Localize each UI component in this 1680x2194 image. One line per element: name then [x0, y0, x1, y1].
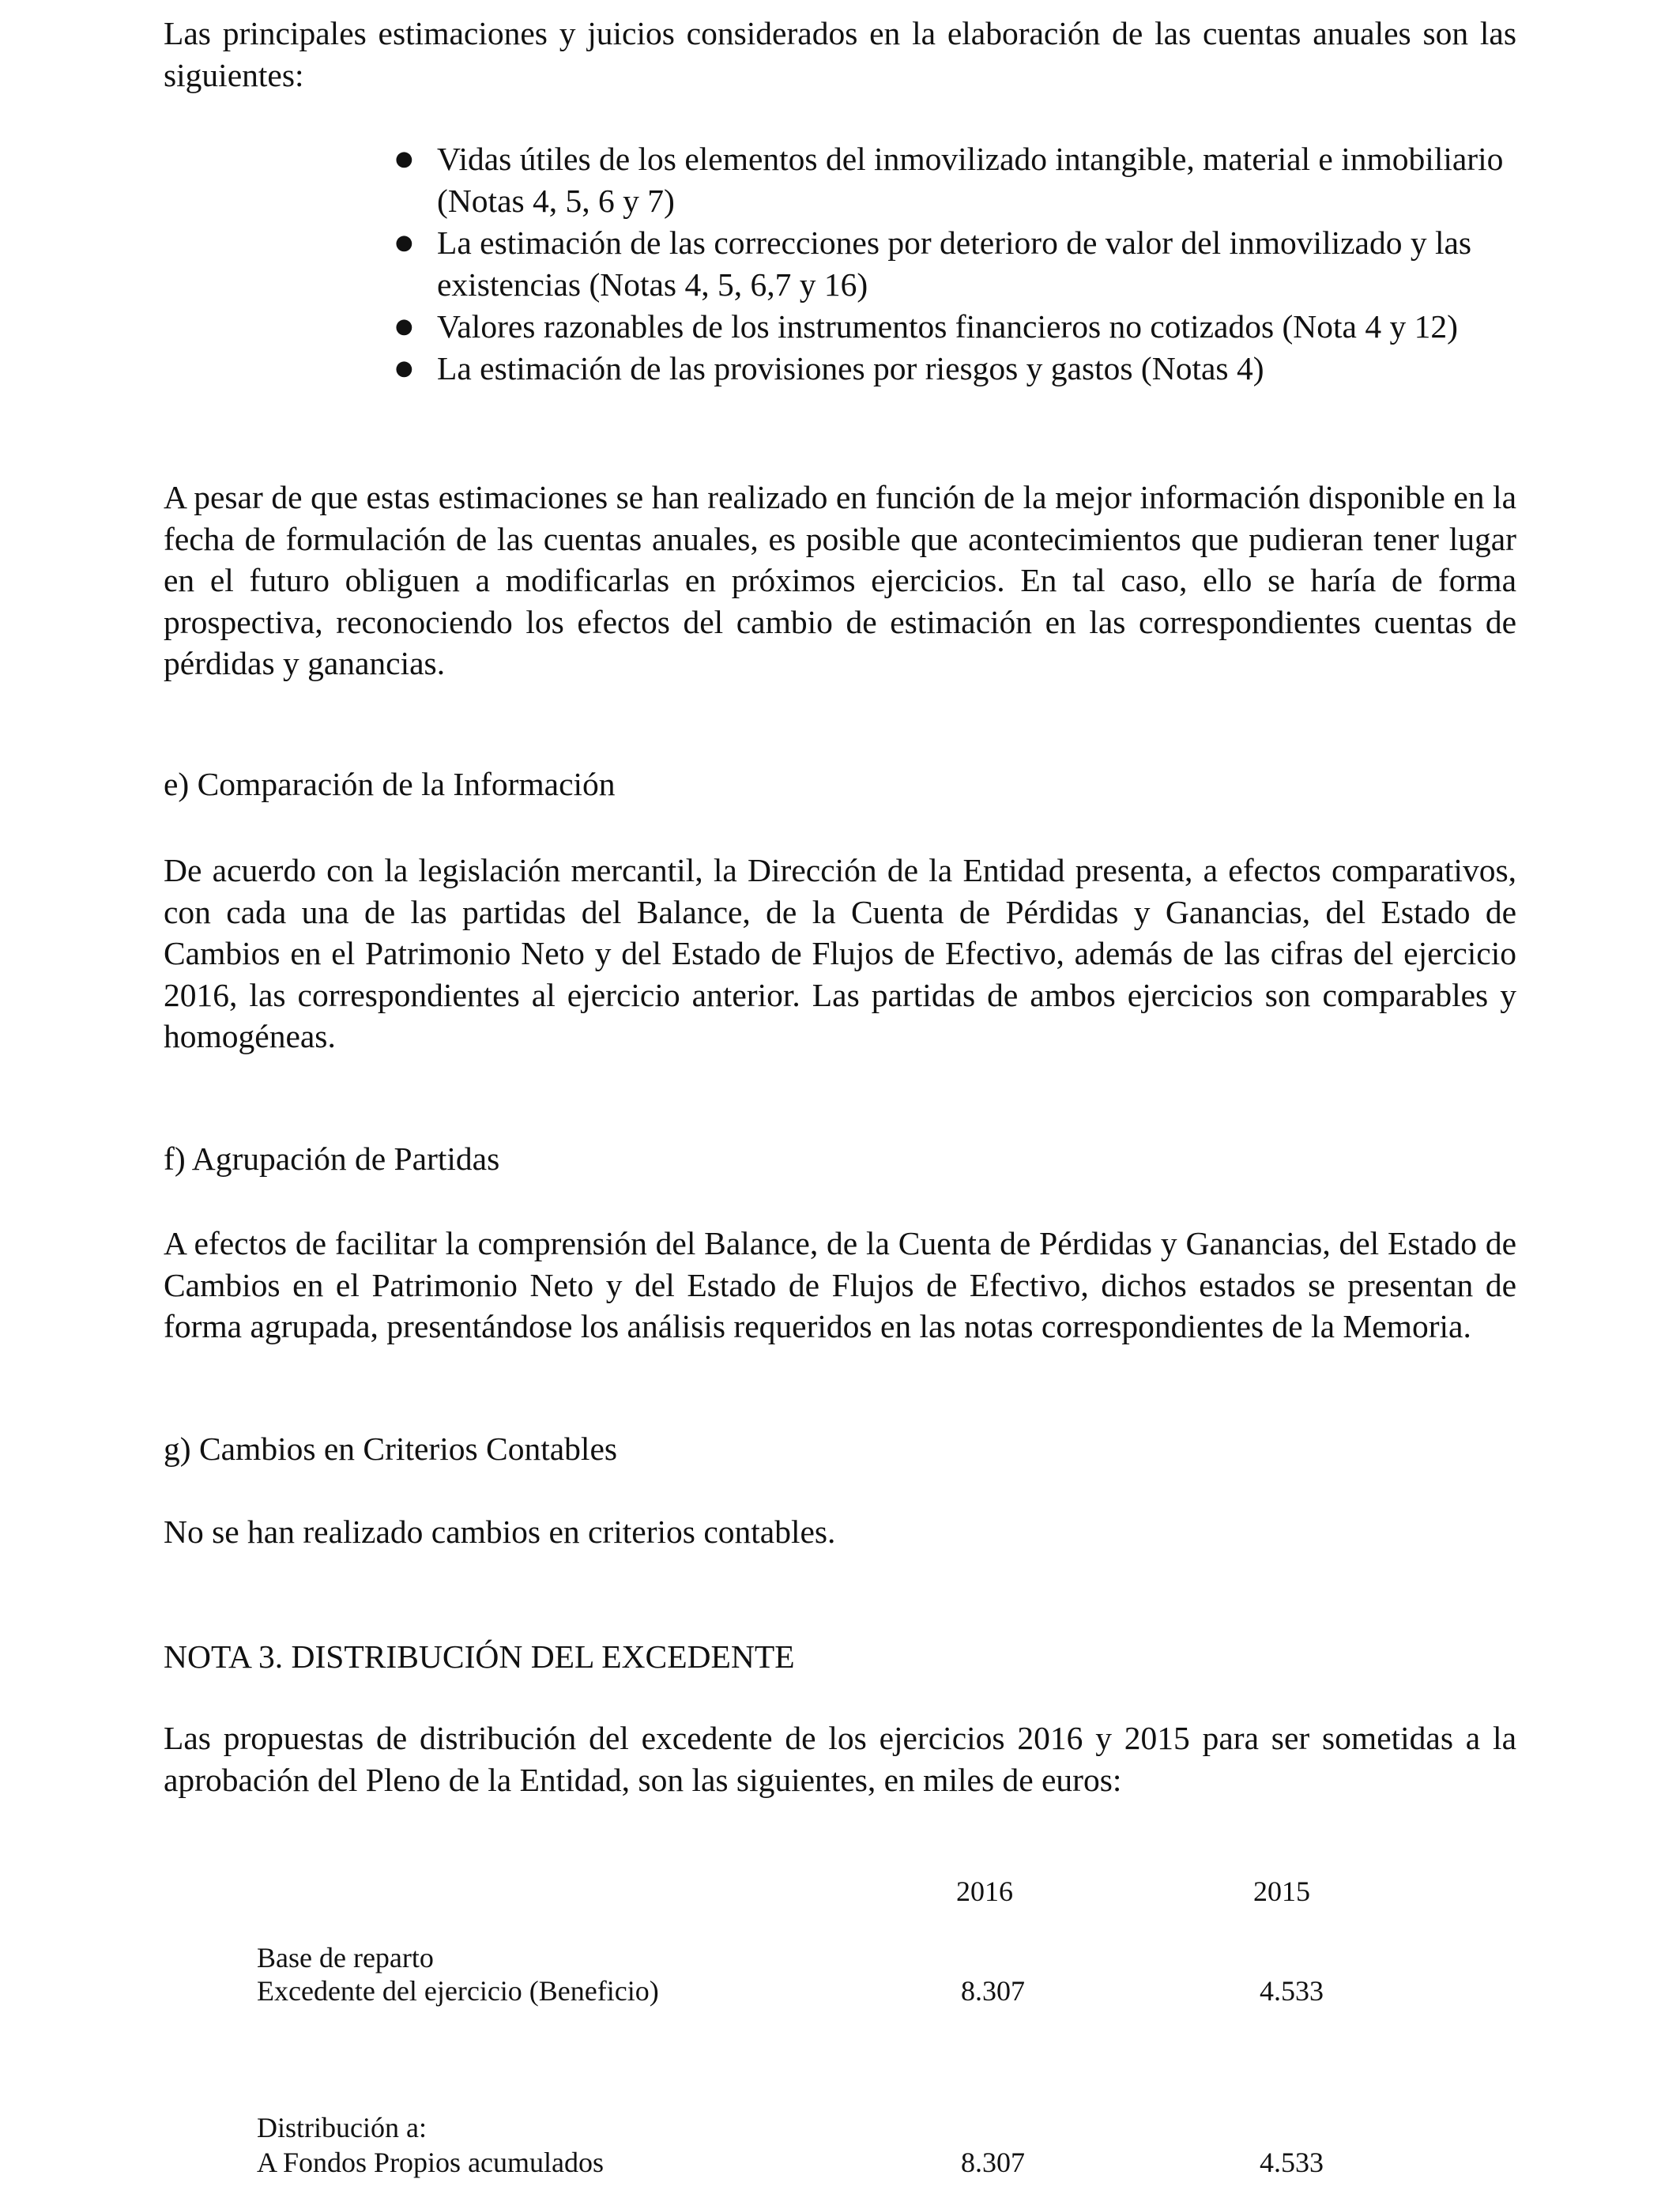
dist-label: Distribución a: [257, 2112, 427, 2143]
bullet-icon: ● [395, 231, 413, 254]
estimates-note-paragraph: A pesar de que estas estimaciones se han realizado en función de la mejor información disponible en la fecha de formulación de las cuentas anuales, es posible que acontecimientos que pudieran tener lugar en el futuro obliguen a modificarlas en próximos ejercicios. En tal caso, ello se haría de forma prospectiva, reconociendo los efectos del cambio de estimación en las correspondientes cuentas de pérdidas y ganancias. [164, 479, 1516, 681]
intro-paragraph: Las principales estimaciones y juicios considerados en la elaboración de las cuentas anuales son las siguientes: [164, 15, 1516, 93]
year-header-2016: 2016 [956, 1875, 1013, 1907]
nota3-paragraph: Las propuestas de distribución del excedente de los ejercicios 2016 y 2015 para ser sometidas a la aprobación del Pleno de la Entidad, son las siguientes, en miles de euros: [164, 1720, 1516, 1798]
dist-row-label: A Fondos Propios acumulados [257, 2147, 605, 2178]
section-g-heading: g) Cambios en Criterios Contables [164, 1431, 618, 1467]
section-f-paragraph: A efectos de facilitar la comprensión del Balance, de la Cuenta de Pérdidas y Ganancias, del Estado de Cambios en el Patrimonio Neto y del Estado de Flujos de Efectivo, dichos estados se presentan de forma agrupada, presentándose los análisis requeridos en las notas correspondientes de la Memoria. [164, 1225, 1516, 1344]
section-f-heading: f) Agrupación de Partidas [164, 1140, 500, 1177]
section-g-paragraph: No se han realizado cambios en criterios contables. [164, 1514, 836, 1550]
base-label: Base de reparto [257, 1942, 434, 1973]
bullet-icon: ● [395, 356, 413, 380]
dist-row-2015: 4.533 [1260, 2147, 1324, 2178]
section-e-paragraph: De acuerdo con la legislación mercantil, la Dirección de la Entidad presenta, a efectos comparativos, con cada una de las partidas del Balance, de la Cuenta de Pérdidas y Ganancias, del Estado de Cambios en el Patrimonio Neto y del Estado de Flujos de Efectivo, además de las cifras del ejercicio 2016, las correspondientes al ejercicio anterior. Las partidas de ambos ejercicios son comparables y homogéneas. [164, 852, 1516, 1054]
list-item [395, 306, 1517, 348]
nota3-heading: NOTA 3. DISTRIBUCIÓN DEL EXCEDENTE [164, 1638, 795, 1675]
bullet-icon: ● [395, 147, 413, 171]
list-item [395, 348, 1517, 390]
list-item [395, 222, 1517, 306]
base-row-label: Excedente del ejercicio (Beneficio) [257, 1975, 659, 2007]
list-item-text: Valores razonables de los instrumentos financieros no cotizados (Nota 4 y 12) [437, 308, 1458, 345]
list-item-text: La estimación de las provisiones por riesgos y gastos (Notas 4) [437, 350, 1264, 386]
list-item-text: La estimación de las correcciones por deterioro de valor del inmovilizado y las existencias (Notas 4, 5, 6,7 y 16) [437, 224, 1472, 303]
dist-row-2016: 8.307 [961, 2147, 1025, 2178]
bullet-icon: ● [395, 315, 413, 338]
list-item-text: Vidas útiles de los elementos del inmovilizado intangible, material e inmobiliario (Notas 4, 5, 6 y 7) [437, 141, 1504, 219]
list-item [395, 138, 1517, 222]
section-e-heading: e) Comparación de la Información [164, 766, 616, 802]
estimates-list [395, 138, 1517, 390]
year-header-2015: 2015 [1253, 1875, 1310, 1907]
base-row-2015: 4.533 [1260, 1975, 1324, 2007]
base-row-2016: 8.307 [961, 1975, 1025, 2007]
